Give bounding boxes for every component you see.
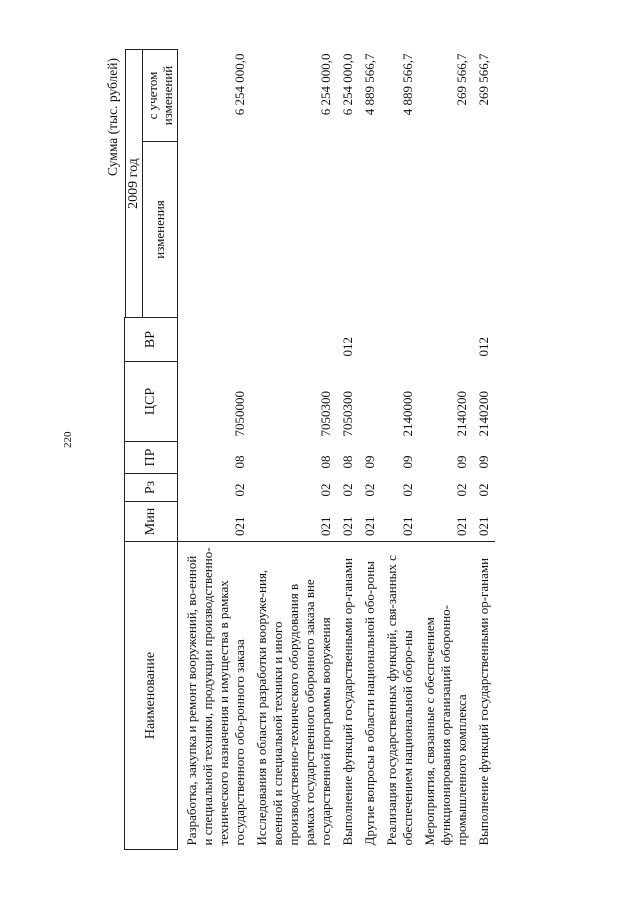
- cell-min: 021: [339, 516, 355, 536]
- cell-vr: [381, 318, 419, 362]
- cell-pr: 08: [339, 455, 355, 469]
- table-row: [359, 50, 381, 850]
- cell-csr: 2140200: [475, 391, 491, 437]
- cell-min: 021: [453, 516, 469, 536]
- cell-with-changes: 4 889 566,7: [361, 53, 377, 116]
- cell-name: Реализация государственных функций, свя-занных с обеспечением национальной оборо-ны: [381, 542, 419, 850]
- cell-with-changes: 6 254 000,0: [317, 53, 333, 116]
- cell-with-changes: 269 566,7: [453, 53, 469, 106]
- col-header-min: Мин: [125, 502, 178, 542]
- col-header-changes: изменения: [142, 142, 177, 318]
- cell-rz: 02: [399, 483, 415, 497]
- cell-name: Мероприятия, связанные с обеспечением функционирования организаций оборонно-промышленного комплекса: [419, 542, 473, 850]
- cell-csr: 2140200: [453, 391, 469, 437]
- table-row: [177, 50, 251, 850]
- cell-vr: [251, 318, 337, 362]
- cell-changes: [473, 142, 495, 318]
- cell-vr: 012: [475, 337, 491, 357]
- col-header-rz: Рз: [125, 474, 178, 502]
- table-row: [251, 50, 337, 850]
- col-header-year: 2009 год: [125, 50, 142, 318]
- cell-csr: 7050300: [339, 391, 355, 437]
- page-number: 220: [62, 431, 74, 448]
- table-row: [473, 50, 495, 850]
- rotated-page: [105, 50, 575, 850]
- cell-changes: [337, 142, 359, 318]
- cell-pr: 08: [317, 455, 333, 469]
- cell-pr: 09: [453, 455, 469, 469]
- cell-with-changes: 6 254 000,0: [231, 53, 247, 116]
- cell-name: Выполнение функций государственными ор-ганами: [473, 542, 495, 850]
- cell-pr: 09: [475, 455, 491, 469]
- cell-min: 021: [317, 516, 333, 536]
- cell-min: 021: [231, 516, 247, 536]
- budget-table: [124, 49, 495, 850]
- cell-csr: [359, 362, 381, 442]
- cell-changes: [381, 142, 419, 318]
- cell-vr: [359, 318, 381, 362]
- col-header-csr: ЦСР: [125, 362, 178, 442]
- cell-vr: 012: [339, 337, 355, 357]
- cell-rz: 02: [231, 483, 247, 497]
- cell-pr: 09: [399, 455, 415, 469]
- cell-name: Выполнение функций государственными ор-ганами: [337, 542, 359, 850]
- cell-changes: [359, 142, 381, 318]
- cell-rz: 02: [339, 483, 355, 497]
- col-header-name: Наименование: [125, 542, 178, 850]
- cell-rz: 02: [453, 483, 469, 497]
- cell-changes: [419, 142, 473, 318]
- cell-with-changes: 6 254 000,0: [339, 53, 355, 116]
- cell-pr: 09: [361, 455, 377, 469]
- cell-vr: [419, 318, 473, 362]
- cell-rz: 02: [317, 483, 333, 497]
- cell-csr: 2140000: [399, 391, 415, 437]
- cell-with-changes: 4 889 566,7: [399, 53, 415, 116]
- cell-rz: 02: [475, 483, 491, 497]
- cell-vr: [177, 318, 251, 362]
- table-row: [419, 50, 473, 850]
- cell-min: 021: [475, 516, 491, 536]
- col-header-vr: ВР: [125, 318, 178, 362]
- cell-name: Разработка, закупка и ремонт вооружений, во-енной и специальной техники, продукции производственно-технического назначения и имущества в рамках государственного обо-ронного заказа: [177, 542, 251, 850]
- cell-rz: 02: [361, 483, 377, 497]
- table-row: [381, 50, 419, 850]
- cell-name: Другие вопросы в области национальной обо-роны: [359, 542, 381, 850]
- col-header-with-changes: с учетом изменений: [142, 50, 177, 142]
- cell-csr: 7050000: [231, 391, 247, 437]
- table-row: [337, 50, 359, 850]
- col-header-pr: ПР: [125, 442, 178, 474]
- cell-with-changes: 269 566,7: [475, 53, 491, 106]
- cell-min: 021: [361, 516, 377, 536]
- cell-changes: [177, 142, 251, 318]
- unit-caption: Сумма (тыс. рублей): [105, 58, 120, 176]
- cell-min: 021: [399, 516, 415, 536]
- cell-changes: [251, 142, 337, 318]
- cell-name: Исследования в области разработки вооруже-ния, военной и специальной техники и иного производственно-технического оборудования в рамках государственного оборонного заказа вне государственной программы вооружения: [251, 542, 337, 850]
- cell-pr: 08: [231, 455, 247, 469]
- cell-csr: 7050300: [317, 391, 333, 437]
